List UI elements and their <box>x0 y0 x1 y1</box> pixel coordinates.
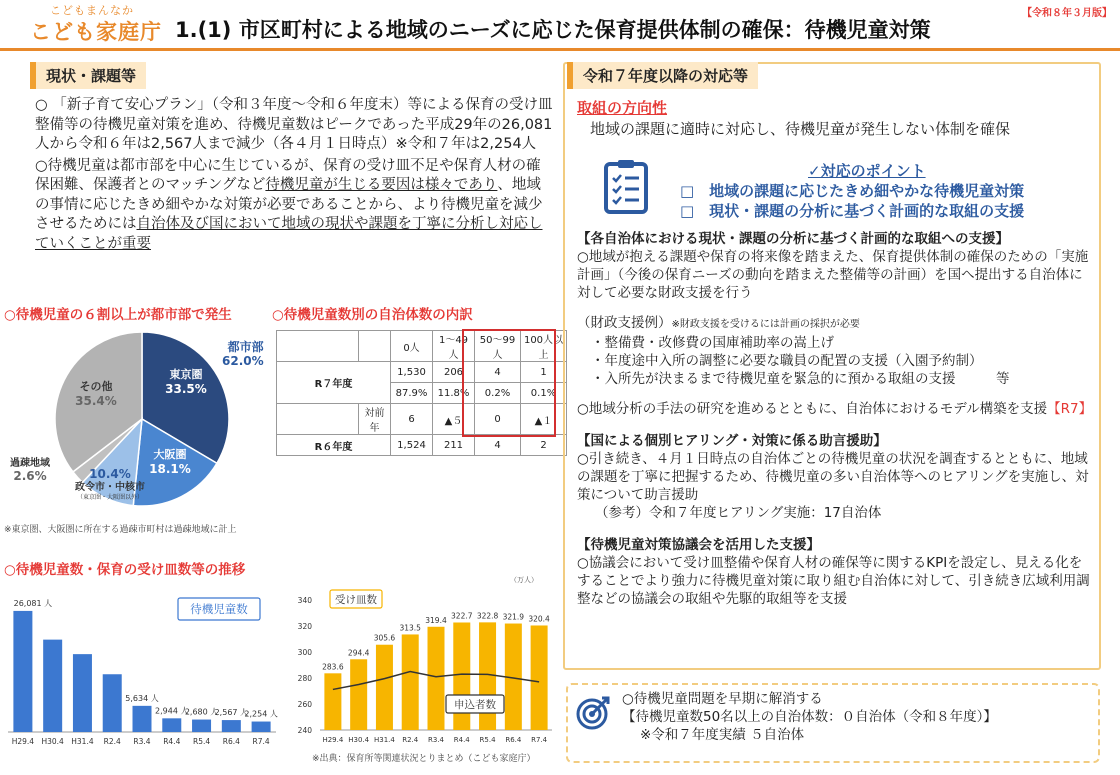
source-note: ※出典：保育所等関連状況とりまとめ（こども家庭庁） <box>312 754 536 764</box>
bar-value-label: 2,254 人 <box>244 709 278 719</box>
cell: 11.8% <box>433 383 475 404</box>
s1-b1: ・整備費・改修費の国庫補助率の嵩上げ <box>591 335 834 351</box>
s1-ex-label: （財政支援例） <box>577 315 672 331</box>
goal-line-1: ○待機児童問題を早期に解消する <box>622 691 823 707</box>
pie-pct-3: 2.6% <box>13 469 47 483</box>
pie-label-0: 東京圏 <box>169 368 203 381</box>
logo-agency-name: こども家庭庁 <box>30 20 162 44</box>
x-tick-label: R4.4 <box>453 736 470 744</box>
capacity-bar-chart <box>294 574 554 755</box>
pie-pct-0: 33.5% <box>165 382 207 396</box>
bar-H30.4 <box>350 659 367 730</box>
s2-ref: （参考）令和７年度ヒアリング実施：17自治体 <box>595 505 882 521</box>
pie-sublabel-2: （東京圏・大阪圏以外） <box>76 494 144 501</box>
x-tick-label: H30.4 <box>348 736 370 744</box>
s3-title: 【待機児童対策協議会を活用した支援】 <box>577 537 820 553</box>
x-tick-label: R3.4 <box>428 736 444 744</box>
cell: 1,524 <box>391 435 433 456</box>
x-tick-label: R4.4 <box>163 737 181 746</box>
point-2: □ 現状・課題の分析に基づく計画的な取組の支援 <box>680 202 1025 220</box>
cell: 206 <box>433 362 475 383</box>
bar-H31.4 <box>376 645 393 730</box>
x-tick-label: R2.4 <box>103 737 121 746</box>
point-1: □ 地域の課題に応じたきめ細やかな待機児童対策 <box>680 182 1025 200</box>
x-tick-label: R5.4 <box>479 736 496 744</box>
bar-H31.4 <box>73 654 92 732</box>
cell: 211 <box>433 435 475 456</box>
header-divider <box>0 48 1120 51</box>
current-status-text <box>35 96 555 254</box>
target-icon <box>576 694 612 730</box>
s2-title: 【国による個別ヒアリング・対策に係る助言援助】 <box>577 433 887 449</box>
chart-title: 待機児童数 <box>190 602 248 616</box>
clipboard-checklist-icon <box>603 158 649 214</box>
table-heading: ○待機児童数別の自治体数の内訳 <box>272 307 473 323</box>
bar-R3.4 <box>428 627 445 730</box>
bar-value-label: 319.4 <box>425 615 447 625</box>
pie-pct-1: 18.1% <box>149 462 191 476</box>
col-1-49: 1～49人 <box>433 331 475 362</box>
trend-heading: ○待機児童数・保育の受け皿数等の推移 <box>4 562 246 578</box>
bar-value-label: 2,944 人 <box>155 706 189 716</box>
bar-R5.4 <box>192 720 211 732</box>
s1-b2: ・年度途中入所の調整に必要な職員の配置の支援（入園予約制） <box>591 353 983 369</box>
pie-label-4: その他 <box>79 380 113 393</box>
x-tick-label: H29.4 <box>11 737 35 746</box>
x-tick-label: R2.4 <box>402 736 419 744</box>
x-tick-label: R6.4 <box>505 736 522 744</box>
bar-H30.4 <box>43 640 62 732</box>
bar-value-label: 2,680 人 <box>184 707 219 717</box>
x-tick-label: H30.4 <box>41 737 64 746</box>
bar-H29.4 <box>324 673 341 730</box>
direction-title: 取組の方向性 <box>577 99 668 117</box>
pie-note: ※東京圏、大阪圏に所在する過疎市町村は過疎地域に計上 <box>4 525 237 535</box>
bar-value-label: 322.7 <box>451 611 473 621</box>
s1-title: 【各自治体における現状・課題の分析に基づく計画的な取組への支援】 <box>577 231 1009 247</box>
bar-R4.4 <box>162 718 181 732</box>
row-r6: R６年度 <box>277 435 391 456</box>
cell: 0 <box>475 404 521 435</box>
pie-pct-4: 35.4% <box>75 394 117 408</box>
y-tick-label: 280 <box>297 674 312 683</box>
bar-H29.4 <box>13 611 32 732</box>
x-tick-label: R6.4 <box>222 737 240 746</box>
r7-tag: 【R7】 <box>1047 401 1093 417</box>
urban-name: 都市部 <box>227 340 264 354</box>
bar-R2.4 <box>402 634 419 730</box>
pie-pct-2: 10.4% <box>89 467 131 481</box>
cell: 6 <box>391 404 433 435</box>
s1-ex-note: ※財政支援を受けるには計画の採択が必要 <box>671 319 860 330</box>
logo-tagline: こどもまんなか <box>50 4 134 17</box>
col-50-99: 50～99人 <box>475 331 521 362</box>
bar-value-label: 26,081 人 <box>13 598 53 608</box>
goal-line-3: ※令和７年度実績 ５自治体 <box>640 727 805 743</box>
cell: 4 <box>475 362 521 383</box>
bar-R2.4 <box>103 674 122 732</box>
cell: ▲１ <box>521 404 567 435</box>
underline-causes: 待機児童が生じる要因は様々であり <box>265 177 498 193</box>
y-tick-label: 320 <box>297 622 312 631</box>
goal-text <box>622 690 997 744</box>
bar-R3.4 <box>133 706 152 732</box>
bar-value-label: 294.4 <box>347 648 370 658</box>
highlight-box <box>462 329 556 437</box>
cell: 87.9% <box>391 383 433 404</box>
s1-example <box>577 314 1093 334</box>
bar-value-label: 313.5 <box>399 623 421 633</box>
version-date-tag: 【令和８年３月版】 <box>1022 8 1112 19</box>
x-tick-label: R7.4 <box>531 736 548 744</box>
s1-b3: ・入所先が決まるまで待機児童を緊急的に預かる取組の支援 等 <box>591 371 1010 387</box>
cell: 0.1% <box>521 383 567 404</box>
bar-R7.4 <box>531 625 548 730</box>
waiting-children-bar-chart <box>8 580 284 755</box>
bar-value-label: 305.6 <box>373 633 396 643</box>
s1-model-text: ○地域分析の手法の研究を進めるとともに、自治体におけるモデル構築を支援 <box>577 401 1048 417</box>
unit-label: （万人） <box>510 576 538 584</box>
s2-text: ○引き続き、４月１日時点の自治体ごとの待機児童の状況を調査するとともに、地域の課題を丁寧に把握するため、待機児童の多い自治体等へのヒアリングを実施し、対策について助言援助 <box>577 451 1089 503</box>
bar-R7.4 <box>252 722 271 732</box>
direction-text: 地域の課題に適時に対応し、待機児童が発生しない体制を確保 <box>590 120 1011 138</box>
cell: ▲５ <box>433 404 475 435</box>
cell: 4 <box>475 435 521 456</box>
urban-pct: 62.0% <box>222 354 264 368</box>
cell: 0.2% <box>475 383 521 404</box>
s3-text: ○協議会において受け皿整備や保育人材の確保等に関するKPIを設定し、見える化をすることでより強力に待機児童対策に取り組む自治体に対して、引き続き広域利用調整などの協議会の取組や先駆的取組等を支援 <box>577 555 1090 607</box>
paragraph-causes <box>35 157 555 255</box>
y-tick-label: 300 <box>297 648 312 657</box>
x-tick-label: R3.4 <box>133 737 151 746</box>
s1-text: ○地域が抱える課題や保育の将来像を踏まえた、保育提供体制の確保のための「実施計画」（今後の保育ニーズの動向を踏まえた整備等の計画）を国へ提出する自治体に対して必要な財政支援を行う <box>577 249 1089 301</box>
line-series-name: 申込者数 <box>454 699 496 711</box>
y-tick-label: 340 <box>297 596 312 605</box>
pie-label-3: 過疎地域 <box>10 458 50 469</box>
paragraph-reduction: ○ 「新子育て安心プラン」（令和３年度～令和６年度末）等による保育の受け皿整備等の待機児童対策を進め、待機児童数はピークであった平成29年の26,081人から令和６年は2,567人まで減少（各４月１日時点）※令和７年は2,254人 <box>35 97 553 152</box>
row-r7: R７年度 <box>277 362 391 404</box>
bar-value-label: 5,634 人 <box>125 693 159 703</box>
s1-model <box>577 400 1093 418</box>
x-tick-label: R5.4 <box>192 737 211 746</box>
text-fragment: ○待機児童は都市部を中心に生じているが、保育の受け皿不足や保育人材の確保困難、保護者とのマッチングなど <box>35 157 541 193</box>
x-tick-label: H31.4 <box>374 736 395 744</box>
col-100-plus: 100人以上 <box>521 331 567 362</box>
col-0: 0人 <box>391 331 433 362</box>
goal-line-2: 【待機児童数50名以上の自治体数：０自治体（令和８年度）】 <box>622 709 997 725</box>
bar-R6.4 <box>222 720 241 732</box>
bar-value-label: 320.4 <box>528 614 550 624</box>
text-fragment: 、地域の事情に応じたきめ細やかな対策が必要であることから、より待機児童を減少させるためには <box>35 177 543 232</box>
pie-heading: ○待機児童の６割以上が都市部で発生 <box>4 307 232 323</box>
cell: 1,530 <box>391 362 433 383</box>
point-title: ✓対応のポイント <box>808 162 926 180</box>
row-yoy: 対前年 <box>359 404 391 435</box>
y-tick-label: 240 <box>297 726 312 735</box>
urban-label <box>222 340 264 368</box>
x-tick-label: H31.4 <box>71 737 94 746</box>
y-tick-label: 260 <box>297 700 312 709</box>
page-title: 1.(1) 市区町村による地域のニーズに応じた保育提供体制の確保：待機児童対策 <box>175 18 931 42</box>
pie-label-1: 大阪圏 <box>153 448 187 461</box>
bar-value-label: 321.9 <box>502 612 525 622</box>
x-tick-label: R7.4 <box>252 737 270 746</box>
chart-title: 受け皿数 <box>335 594 377 606</box>
pie-label-2: 政令市・中核市 <box>75 482 145 493</box>
section-label-current-issues: 現状・課題等 <box>30 62 146 89</box>
support-details <box>577 230 1093 608</box>
underline-analysis: 自治体及び国において地域の現状や課題を丁寧に分析し対応していくことが重要 <box>35 216 543 252</box>
bar-value-label: 2,567 人 <box>214 708 249 718</box>
bar-R4.4 <box>453 622 470 730</box>
bar-R5.4 <box>479 622 496 730</box>
x-tick-label: H29.4 <box>322 736 344 744</box>
cell: 1 <box>521 362 567 383</box>
bar-value-label: 283.6 <box>322 662 344 672</box>
cell: 2 <box>521 435 567 456</box>
section-label-response: 令和７年度以降の対応等 <box>567 62 758 89</box>
bar-value-label: 322.8 <box>476 611 499 621</box>
